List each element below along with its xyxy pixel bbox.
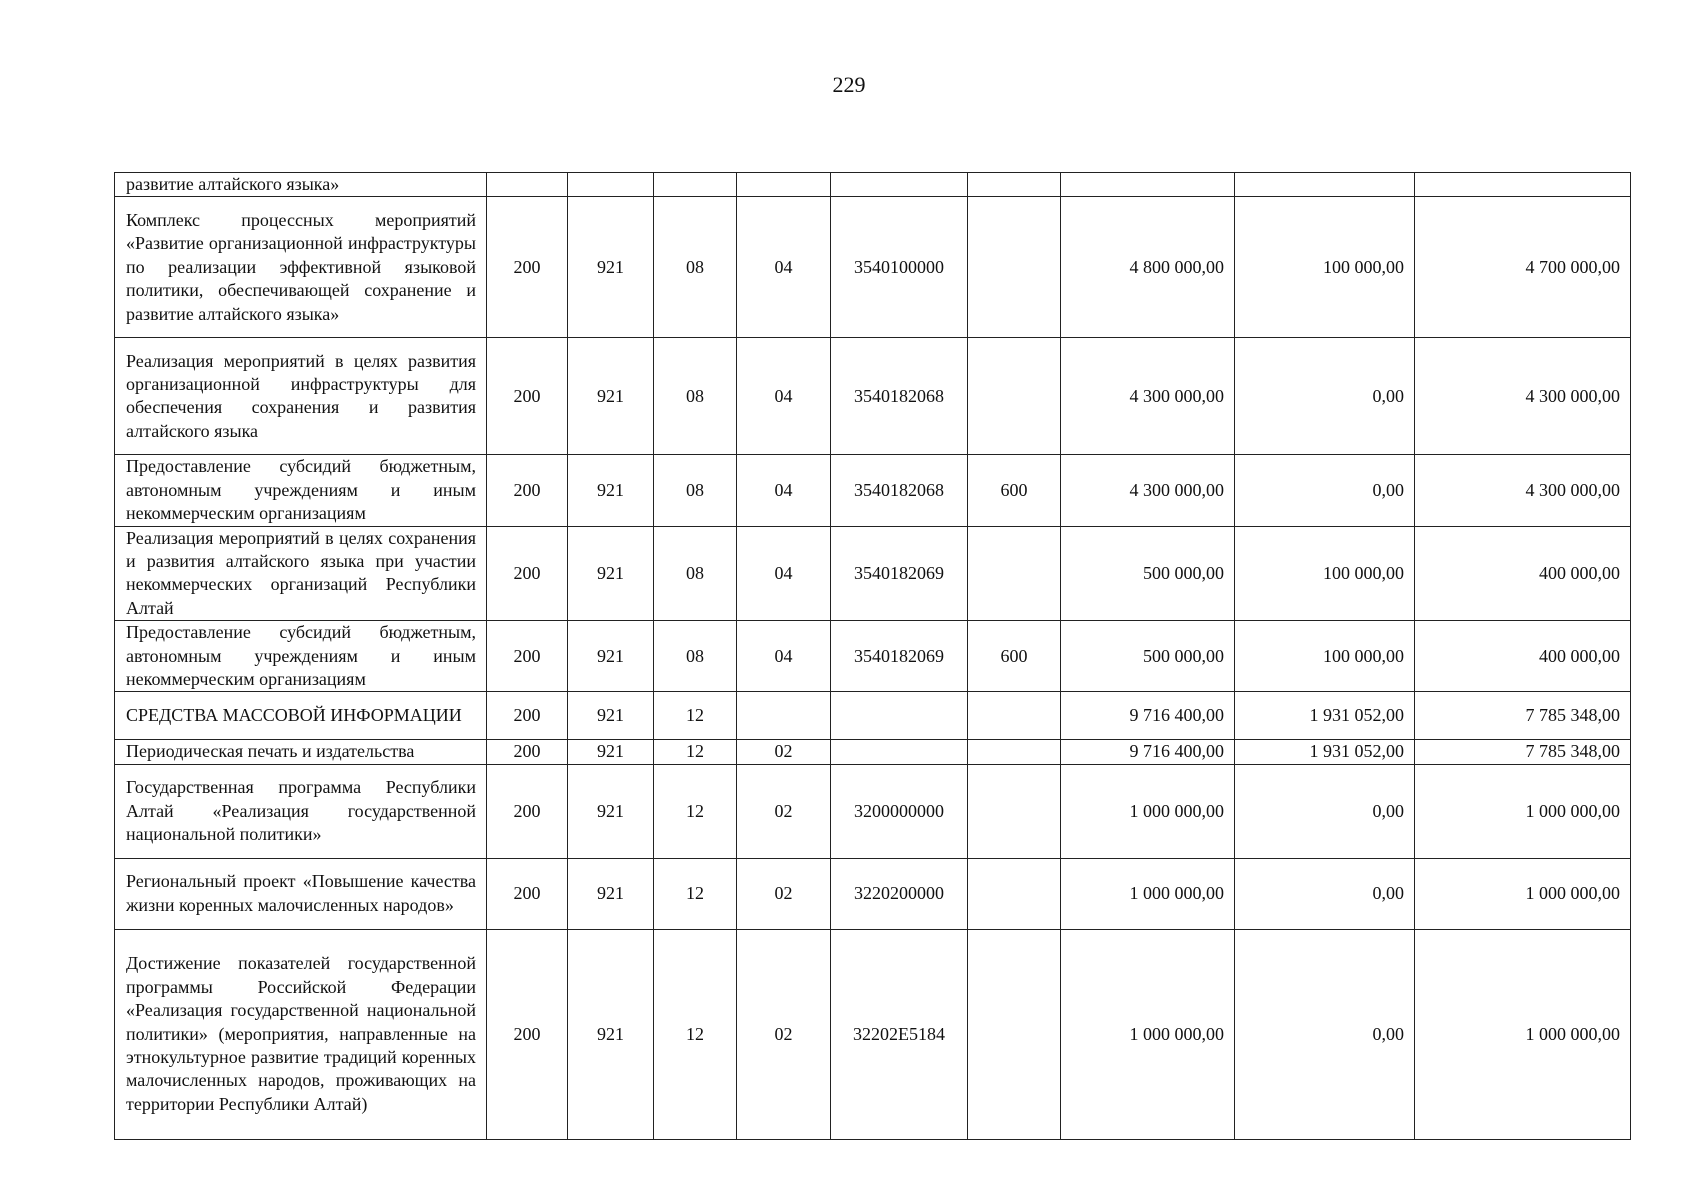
cell-description	[115, 526, 487, 621]
cell-description	[115, 764, 487, 858]
cell-target-article	[831, 740, 968, 764]
cell-description-text: Комплекс процессных мероприятий «Развитие организационной инфраструктуры по реализации эффективной языковой политики, обеспечивающей сохранение и развитие алтайского языка»	[126, 209, 476, 324]
cell-section-text: 08	[686, 256, 704, 277]
cell-amount-3-text: 1 000 000,00	[1525, 800, 1620, 821]
cell-code-2	[568, 692, 654, 740]
cell-description	[115, 621, 487, 692]
cell-target-article	[831, 692, 968, 740]
cell-amount-2	[1235, 455, 1415, 526]
cell-section	[654, 338, 737, 455]
table-row	[115, 858, 1631, 929]
cell-amount-3	[1415, 455, 1631, 526]
table-row	[115, 526, 1631, 621]
cell-target-article	[831, 173, 968, 197]
cell-description	[115, 692, 487, 740]
cell-target-article	[831, 764, 968, 858]
cell-amount-total	[1061, 173, 1235, 197]
cell-amount-3	[1415, 764, 1631, 858]
cell-amount-2	[1235, 621, 1415, 692]
cell-code-1-text: 200	[513, 562, 541, 583]
cell-amount-2	[1235, 197, 1415, 338]
cell-amount-total	[1061, 197, 1235, 338]
cell-code-2	[568, 455, 654, 526]
cell-amount-3	[1415, 740, 1631, 764]
cell-subsection-text: 02	[774, 883, 793, 904]
budget-table	[114, 172, 1631, 1140]
cell-code-1-text: 200	[513, 741, 541, 762]
cell-subsection	[737, 173, 831, 197]
cell-code-2-text: 921	[597, 705, 624, 726]
cell-code-1	[487, 764, 568, 858]
cell-subsection-text: 04	[774, 562, 793, 583]
cell-code-1	[487, 455, 568, 526]
cell-section	[654, 455, 737, 526]
cell-subsection-text: 04	[774, 645, 793, 666]
cell-code-1	[487, 692, 568, 740]
cell-code-1-text: 200	[513, 883, 541, 904]
cell-amount-total-text: 1 000 000,00	[1129, 800, 1224, 821]
cell-code-2-text: 921	[597, 256, 624, 277]
cell-code-1-text: 200	[513, 479, 541, 500]
cell-target-article-text: 3220200000	[854, 883, 944, 904]
budget-table-body	[115, 173, 1631, 1140]
cell-amount-3	[1415, 173, 1631, 197]
cell-code-2-text: 921	[597, 741, 624, 762]
cell-amount-3-text: 1 000 000,00	[1525, 883, 1620, 904]
cell-subsection	[737, 692, 831, 740]
cell-amount-2	[1235, 929, 1415, 1139]
cell-amount-3-text: 7 785 348,00	[1525, 741, 1620, 762]
cell-subsection	[737, 338, 831, 455]
cell-section-text: 08	[686, 385, 704, 406]
cell-amount-2	[1235, 526, 1415, 621]
cell-code-2	[568, 764, 654, 858]
cell-amount-2-text: 0,00	[1372, 800, 1404, 821]
cell-amount-2	[1235, 740, 1415, 764]
cell-code-2	[568, 929, 654, 1139]
cell-amount-3-text: 400 000,00	[1539, 562, 1620, 583]
cell-code-2	[568, 197, 654, 338]
cell-code-2-text: 921	[597, 562, 624, 583]
cell-code-2	[568, 740, 654, 764]
cell-description-text: Государственная программа Республики Алтай «Реализация государственной национальной политики»	[126, 777, 476, 845]
cell-amount-3	[1415, 621, 1631, 692]
cell-description	[115, 197, 487, 338]
cell-expense-type	[968, 764, 1061, 858]
cell-amount-total	[1061, 526, 1235, 621]
table-row	[115, 929, 1631, 1139]
cell-subsection-text: 04	[774, 256, 793, 277]
cell-amount-total	[1061, 621, 1235, 692]
cell-code-1	[487, 929, 568, 1139]
cell-target-article-text: 3540182068	[854, 479, 944, 500]
cell-code-1	[487, 526, 568, 621]
cell-target-article-text: 3540100000	[854, 256, 944, 277]
cell-target-article-text: 3540182068	[854, 385, 944, 406]
cell-amount-total-text: 4 800 000,00	[1129, 256, 1224, 277]
cell-code-1-text: 200	[513, 705, 541, 726]
cell-target-article-text: 3540182069	[854, 645, 944, 666]
cell-target-article-text: 32202E5184	[853, 1023, 945, 1044]
cell-amount-3	[1415, 692, 1631, 740]
cell-subsection	[737, 621, 831, 692]
cell-code-1	[487, 197, 568, 338]
cell-amount-2-text: 100 000,00	[1323, 562, 1404, 583]
cell-amount-total	[1061, 338, 1235, 455]
cell-section	[654, 740, 737, 764]
cell-code-1	[487, 740, 568, 764]
cell-amount-2-text: 100 000,00	[1323, 256, 1404, 277]
cell-subsection	[737, 526, 831, 621]
cell-section-text: 08	[686, 562, 704, 583]
table-row	[115, 621, 1631, 692]
cell-section	[654, 173, 737, 197]
cell-description	[115, 173, 487, 197]
table-row	[115, 692, 1631, 740]
cell-subsection	[737, 455, 831, 526]
cell-expense-type	[968, 858, 1061, 929]
cell-amount-3	[1415, 338, 1631, 455]
table-row	[115, 173, 1631, 197]
cell-amount-total	[1061, 764, 1235, 858]
cell-code-2	[568, 858, 654, 929]
cell-section-text: 12	[686, 705, 704, 726]
cell-amount-3	[1415, 526, 1631, 621]
cell-target-article-text: 3540182069	[854, 562, 944, 583]
cell-amount-total	[1061, 740, 1235, 764]
cell-description	[115, 455, 487, 526]
cell-description-text: Региональный проект «Повышение качества жизни коренных малочисленных народов»	[126, 871, 476, 915]
cell-amount-total-text: 1 000 000,00	[1129, 1023, 1224, 1044]
cell-code-1-text: 200	[513, 256, 541, 277]
cell-amount-total	[1061, 455, 1235, 526]
cell-target-article	[831, 858, 968, 929]
cell-code-2	[568, 173, 654, 197]
cell-code-1	[487, 621, 568, 692]
cell-expense-type	[968, 197, 1061, 338]
cell-description-text: Предоставление субсидий бюджетным, автономным учреждениям и иным некоммерческим организациям	[126, 622, 476, 690]
cell-expense-type	[968, 740, 1061, 764]
cell-subsection	[737, 929, 831, 1139]
cell-description	[115, 338, 487, 455]
cell-description	[115, 740, 487, 764]
cell-amount-3	[1415, 929, 1631, 1139]
cell-expense-type	[968, 621, 1061, 692]
cell-code-1-text: 200	[513, 1023, 541, 1044]
cell-amount-3-text: 7 785 348,00	[1525, 705, 1620, 726]
cell-expense-type-text: 600	[1000, 645, 1028, 666]
cell-expense-type	[968, 692, 1061, 740]
cell-code-2-text: 921	[597, 883, 624, 904]
cell-code-2-text: 921	[597, 1023, 624, 1044]
cell-code-2-text: 921	[597, 800, 624, 821]
cell-target-article	[831, 338, 968, 455]
cell-section-text: 08	[686, 479, 704, 500]
cell-description	[115, 858, 487, 929]
cell-expense-type	[968, 338, 1061, 455]
cell-target-article-text: 3200000000	[854, 800, 944, 821]
cell-amount-3-text: 4 300 000,00	[1525, 479, 1620, 500]
cell-code-2-text: 921	[597, 385, 624, 406]
cell-subsection-text: 04	[774, 479, 793, 500]
cell-amount-3-text: 4 700 000,00	[1525, 256, 1620, 277]
cell-amount-2	[1235, 692, 1415, 740]
cell-target-article	[831, 455, 968, 526]
cell-amount-2	[1235, 338, 1415, 455]
cell-amount-total-text: 4 300 000,00	[1129, 479, 1224, 500]
cell-amount-total-text: 9 716 400,00	[1129, 741, 1224, 762]
cell-amount-total-text: 4 300 000,00	[1129, 385, 1224, 406]
cell-description-text: Реализация мероприятий в целях развития организационной инфраструктуры для обеспечения сохранения и развития алтайского языка	[126, 350, 476, 441]
cell-section	[654, 197, 737, 338]
cell-section	[654, 858, 737, 929]
cell-expense-type	[968, 526, 1061, 621]
table-row	[115, 740, 1631, 764]
cell-amount-2-text: 0,00	[1372, 1023, 1404, 1044]
cell-amount-total	[1061, 929, 1235, 1139]
cell-code-2	[568, 621, 654, 692]
cell-description-text: Реализация мероприятий в целях сохранения и развития алтайского языка при участии некоммерческих организаций Республики Алтай	[126, 527, 476, 618]
cell-code-1-text: 200	[513, 800, 541, 821]
cell-amount-2-text: 0,00	[1372, 385, 1404, 406]
cell-subsection	[737, 858, 831, 929]
cell-section-text: 12	[686, 1023, 704, 1044]
table-row	[115, 455, 1631, 526]
cell-amount-2	[1235, 858, 1415, 929]
cell-code-1	[487, 858, 568, 929]
cell-subsection-text: 02	[774, 800, 793, 821]
cell-amount-total-text: 9 716 400,00	[1129, 705, 1224, 726]
cell-subsection-text: 04	[774, 385, 793, 406]
cell-code-1-text: 200	[513, 385, 541, 406]
cell-amount-total	[1061, 858, 1235, 929]
cell-subsection	[737, 740, 831, 764]
cell-amount-total-text: 500 000,00	[1143, 645, 1224, 666]
cell-section	[654, 621, 737, 692]
cell-amount-2-text: 1 931 052,00	[1309, 741, 1404, 762]
cell-description-text: Предоставление субсидий бюджетным, автономным учреждениям и иным некоммерческим организациям	[126, 456, 476, 524]
cell-description-text: Достижение показателей государственной программы Российской Федерации «Реализация государственной национальной политики» (мероприятия, направленные на этнокультурное развитие традиций коренных малочисленных народов, проживающих на территории Республики Алтай)	[126, 953, 476, 1114]
cell-description-text: развитие алтайского языка»	[126, 174, 340, 194]
cell-subsection-text: 02	[774, 1023, 793, 1044]
cell-description-text: Периодическая печать и издательства	[126, 741, 415, 762]
cell-amount-total-text: 1 000 000,00	[1129, 883, 1224, 904]
cell-code-2-text: 921	[597, 479, 624, 500]
cell-expense-type	[968, 173, 1061, 197]
cell-amount-3	[1415, 858, 1631, 929]
cell-code-2	[568, 526, 654, 621]
cell-code-2	[568, 338, 654, 455]
cell-amount-2-text: 100 000,00	[1323, 645, 1404, 666]
cell-section-text: 12	[686, 741, 704, 762]
cell-amount-2	[1235, 173, 1415, 197]
table-row	[115, 764, 1631, 858]
cell-subsection	[737, 197, 831, 338]
cell-subsection-text: 02	[774, 741, 793, 762]
cell-target-article	[831, 621, 968, 692]
cell-amount-3-text: 4 300 000,00	[1525, 385, 1620, 406]
cell-amount-2-text: 0,00	[1372, 883, 1404, 904]
cell-code-1	[487, 173, 568, 197]
page-number: 229	[832, 72, 866, 97]
cell-target-article	[831, 197, 968, 338]
cell-amount-total-text: 500 000,00	[1143, 562, 1224, 583]
cell-section-text: 12	[686, 800, 704, 821]
cell-amount-2-text: 0,00	[1372, 479, 1404, 500]
cell-target-article	[831, 526, 968, 621]
cell-code-1	[487, 338, 568, 455]
cell-subsection	[737, 764, 831, 858]
cell-expense-type	[968, 455, 1061, 526]
cell-amount-3	[1415, 197, 1631, 338]
cell-section-text: 12	[686, 883, 704, 904]
cell-description	[115, 929, 487, 1139]
cell-section	[654, 929, 737, 1139]
cell-expense-type	[968, 929, 1061, 1139]
table-row	[115, 197, 1631, 338]
cell-amount-2	[1235, 764, 1415, 858]
cell-target-article	[831, 929, 968, 1139]
cell-code-1-text: 200	[513, 645, 541, 666]
cell-amount-3-text: 400 000,00	[1539, 645, 1620, 666]
cell-section-text: 08	[686, 645, 704, 666]
cell-amount-total	[1061, 692, 1235, 740]
cell-expense-type-text: 600	[1000, 479, 1028, 500]
cell-amount-3-text: 1 000 000,00	[1525, 1023, 1620, 1044]
cell-section	[654, 764, 737, 858]
cell-section	[654, 692, 737, 740]
cell-code-2-text: 921	[597, 645, 624, 666]
cell-amount-2-text: 1 931 052,00	[1309, 705, 1404, 726]
cell-section	[654, 526, 737, 621]
cell-description-text: СРЕДСТВА МАССОВОЙ ИНФОРМАЦИИ	[126, 705, 462, 726]
table-row	[115, 338, 1631, 455]
